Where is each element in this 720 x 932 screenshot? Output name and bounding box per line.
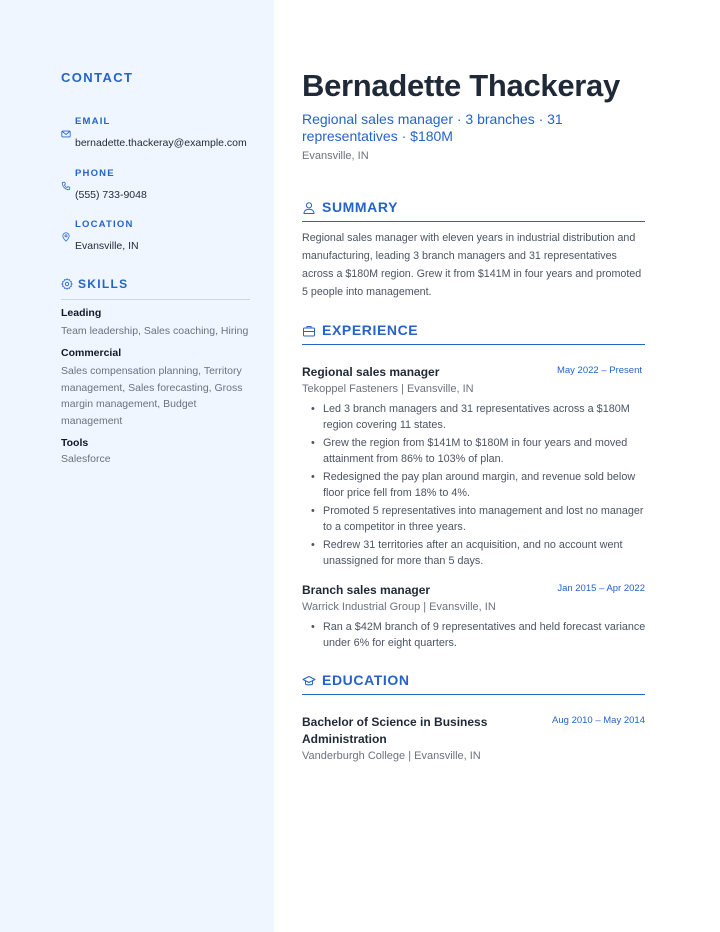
job-company: Warrick Industrial Group | Evansville, IN xyxy=(302,601,496,613)
user-icon xyxy=(302,201,316,215)
job-bullet-text: Redrew 31 territories after an acquisition, and no account went unassigned for more than 5 days. xyxy=(323,539,623,567)
skill-group-name: Tools xyxy=(61,437,89,449)
mail-icon xyxy=(61,129,71,139)
skill-group-items: Sales compensation planning, Territory management, Sales forecasting, Gross margin management, Budget management xyxy=(61,365,243,427)
job-dates: Jan 2015 – Apr 2022 xyxy=(557,583,645,594)
location-value: Evansville, IN xyxy=(75,240,139,252)
edu-dates: Aug 2010 – May 2014 xyxy=(552,715,645,726)
skills-header xyxy=(61,277,250,300)
briefcase-icon xyxy=(302,324,316,338)
email-label: EMAIL xyxy=(75,116,111,127)
job-bullet: • Redesigned the pay plan around margin, and revenue sold below floor price fell from 18% to 4%. xyxy=(311,471,636,499)
candidate-name: Bernadette Thackeray xyxy=(302,68,620,103)
job-bullet: • Redrew 31 territories after an acquisition, and no account went unassigned for more than 5 days. xyxy=(311,539,623,567)
skill-group-leading xyxy=(61,306,253,340)
job-bullet: • Led 3 branch managers and 31 representatives across a $180M region covering 11 states. xyxy=(311,403,630,431)
job-bullet-text: Led 3 branch managers and 31 representatives across a $180M region covering 11 states. xyxy=(323,403,630,431)
skill-group-name: Leading xyxy=(61,307,102,319)
job-bullet-text: Promoted 5 representatives into management and lost no manager to a competitor in three years. xyxy=(323,505,644,533)
phone-label: PHONE xyxy=(75,168,115,179)
graduation-cap-icon xyxy=(302,674,316,688)
map-pin-icon xyxy=(61,232,71,242)
job-bullets xyxy=(302,401,648,569)
skill-group-name: Commercial xyxy=(61,347,122,359)
job-entry xyxy=(302,365,648,571)
education-entry xyxy=(302,714,645,762)
sidebar xyxy=(0,0,274,932)
edu-degree: Bachelor of Science in Business Administration xyxy=(302,715,488,746)
job-dates: May 2022 – Present xyxy=(556,365,642,376)
skill-group-tools xyxy=(61,436,253,468)
gear-icon xyxy=(61,278,73,290)
summary-header xyxy=(302,199,645,222)
candidate-location: Evansville, IN xyxy=(302,150,369,162)
job-bullet-text: Redesigned the pay plan around margin, and revenue sold below floor price fell from 18% to 4%. xyxy=(323,471,636,499)
job-bullet-text: Ran a $42M branch of 9 representatives and held forecast variance under 6% for eight quarters. xyxy=(323,621,646,649)
job-bullet: • Ran a $42M branch of 9 representatives and held forecast variance under 6% for eight quarters. xyxy=(311,621,646,649)
edu-school: Vanderburgh College | Evansville, IN xyxy=(302,750,481,762)
job-bullet: • Grew the region from $141M to $180M in four years and moved attainment from 86% to 103% of plan. xyxy=(311,437,628,465)
location-label: LOCATION xyxy=(75,219,134,230)
education-header xyxy=(302,672,645,695)
education-heading: EDUCATION xyxy=(322,672,410,688)
experience-header xyxy=(302,322,645,345)
skill-group-items: Team leadership, Sales coaching, Hiring xyxy=(61,325,249,337)
job-bullets xyxy=(302,619,648,651)
summary-heading: SUMMARY xyxy=(322,199,399,215)
email-value[interactable]: bernadette.thackeray@example.com xyxy=(75,137,247,149)
skill-group-commercial xyxy=(61,346,253,429)
summary-text: Regional sales manager with eleven years in industrial distribution and manufacturing, leading 3 branch managers and 31 representatives across a $180M region. Grew it from $141M in four years and promoted 5 people into management. xyxy=(302,232,642,298)
job-entry xyxy=(302,583,648,653)
skill-group-items: Salesforce xyxy=(61,453,111,465)
phone-value[interactable]: (555) 733-9048 xyxy=(75,189,147,201)
contact-heading: CONTACT xyxy=(61,70,134,85)
job-title: Regional sales manager xyxy=(302,365,440,379)
job-bullet-text: Grew the region from $141M to $180M in four years and moved attainment from 86% to 103% of plan. xyxy=(323,437,628,465)
skills-heading: SKILLS xyxy=(78,277,129,291)
job-bullet: • Promoted 5 representatives into management and lost no manager to a competitor in three years. xyxy=(311,505,644,533)
job-title: Branch sales manager xyxy=(302,583,431,597)
headline: Regional sales manager · 3 branches · 31 representatives · $180M xyxy=(302,111,563,144)
experience-heading: EXPERIENCE xyxy=(322,322,419,338)
job-company: Tekoppel Fasteners | Evansville, IN xyxy=(302,383,474,395)
phone-icon xyxy=(61,181,71,191)
